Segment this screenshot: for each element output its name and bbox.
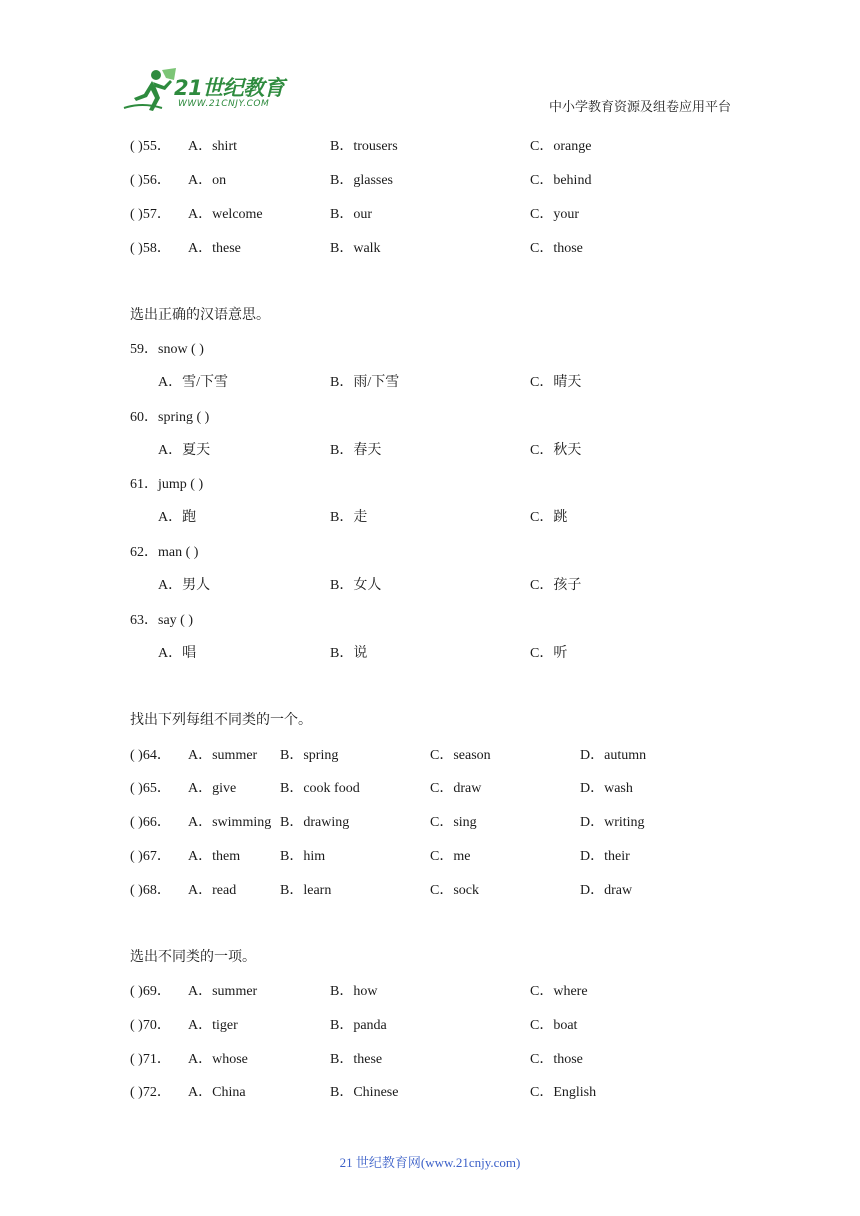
option-a: A．summer (188, 748, 258, 763)
option-b: B．glasses (330, 173, 393, 188)
option-c: C．behind (530, 173, 592, 188)
option-b: B．walk (330, 241, 381, 256)
option-c: C．晴天 (530, 375, 582, 390)
option-d: D．draw (580, 883, 633, 898)
section-title: 找出下列每组不同类的一个。 (130, 713, 312, 728)
option-c: C．draw (430, 781, 482, 796)
option-b: B．春天 (330, 443, 382, 458)
platform-name: 中小学教育资源及组卷应用平台 (549, 99, 732, 114)
question-number: ( )58． (130, 241, 171, 256)
section-title: 选出正确的汉语意思。 (130, 308, 270, 323)
question-text: 60．spring ( ) (130, 410, 210, 425)
option-b: B．our (330, 207, 372, 222)
question-text: 63．say ( ) (130, 613, 193, 628)
logo-url: WWW.21CNJY.COM (178, 99, 270, 109)
option-b: B．cook food (280, 781, 360, 796)
option-b: B．him (280, 849, 326, 864)
option-d: D．autumn (580, 748, 647, 763)
option-c: C．sing (430, 815, 477, 830)
question-number: ( )64． (130, 748, 171, 763)
option-c: C．boat (530, 1018, 578, 1033)
question-number: ( )72． (130, 1085, 171, 1100)
question-number: ( )66． (130, 815, 171, 830)
option-b: B．spring (280, 748, 339, 763)
option-c: C．those (530, 241, 583, 256)
option-b: B．Chinese (330, 1085, 399, 1100)
option-c: C．me (430, 849, 471, 864)
option-c: C．those (530, 1052, 583, 1067)
option-c: C．听 (530, 646, 568, 661)
logo-text: 21世纪教育 (174, 76, 285, 100)
question-number: ( )67． (130, 849, 171, 864)
section-title: 选出不同类的一项。 (130, 950, 256, 965)
option-d: D．their (580, 849, 630, 864)
option-a: A．these (188, 241, 241, 256)
option-a: A．唱 (158, 646, 197, 661)
option-a: A．夏天 (158, 443, 211, 458)
question-text: 59．snow ( ) (130, 342, 204, 357)
option-a: A．give (188, 781, 237, 796)
option-b: B．trousers (330, 139, 398, 154)
question-number: ( )68． (130, 883, 171, 898)
option-a: A．China (188, 1085, 246, 1100)
option-b: B．drawing (280, 815, 350, 830)
question-number: ( )71． (130, 1052, 171, 1067)
option-a: A．them (188, 849, 241, 864)
option-b: B．learn (280, 883, 332, 898)
option-b: B．these (330, 1052, 383, 1067)
option-d: D．writing (580, 815, 645, 830)
option-b: B．走 (330, 510, 368, 525)
option-a: A．tiger (188, 1018, 238, 1033)
question-number: ( )55． (130, 139, 171, 154)
option-a: A．swimming (188, 815, 272, 830)
option-a: A．on (188, 173, 227, 188)
option-a: A．whose (188, 1052, 248, 1067)
option-c: C．orange (530, 139, 592, 154)
runner-logo-icon (122, 68, 178, 114)
page-header (0, 0, 860, 130)
option-c: C．season (430, 748, 491, 763)
question-number: ( )56． (130, 173, 171, 188)
option-b: B．panda (330, 1018, 387, 1033)
option-a: A．summer (188, 984, 258, 999)
option-c: C．English (530, 1085, 597, 1100)
option-a: A．男人 (158, 578, 211, 593)
option-d: D．wash (580, 781, 633, 796)
question-number: ( )57． (130, 207, 171, 222)
question-number: ( )65． (130, 781, 171, 796)
option-c: C．秋天 (530, 443, 582, 458)
option-c: C．your (530, 207, 579, 222)
option-c: C．sock (430, 883, 479, 898)
option-b: B．女人 (330, 578, 382, 593)
option-c: C．孩子 (530, 578, 582, 593)
option-a: A．跑 (158, 510, 197, 525)
option-b: B．雨/下雪 (330, 375, 400, 390)
logo (122, 68, 292, 118)
option-b: B．说 (330, 646, 368, 661)
question-text: 61．jump ( ) (130, 477, 204, 492)
option-c: C．跳 (530, 510, 568, 525)
option-a: A．read (188, 883, 237, 898)
question-number: ( )69． (130, 984, 171, 999)
page-footer: 21 世纪教育网(www.21cnjy.com) (339, 1155, 521, 1170)
option-b: B．how (330, 984, 378, 999)
option-c: C．where (530, 984, 588, 999)
question-text: 62．man ( ) (130, 545, 199, 560)
option-a: A．welcome (188, 207, 263, 222)
option-a: A．雪/下雪 (158, 375, 228, 390)
option-a: A．shirt (188, 139, 237, 154)
question-number: ( )70． (130, 1018, 171, 1033)
